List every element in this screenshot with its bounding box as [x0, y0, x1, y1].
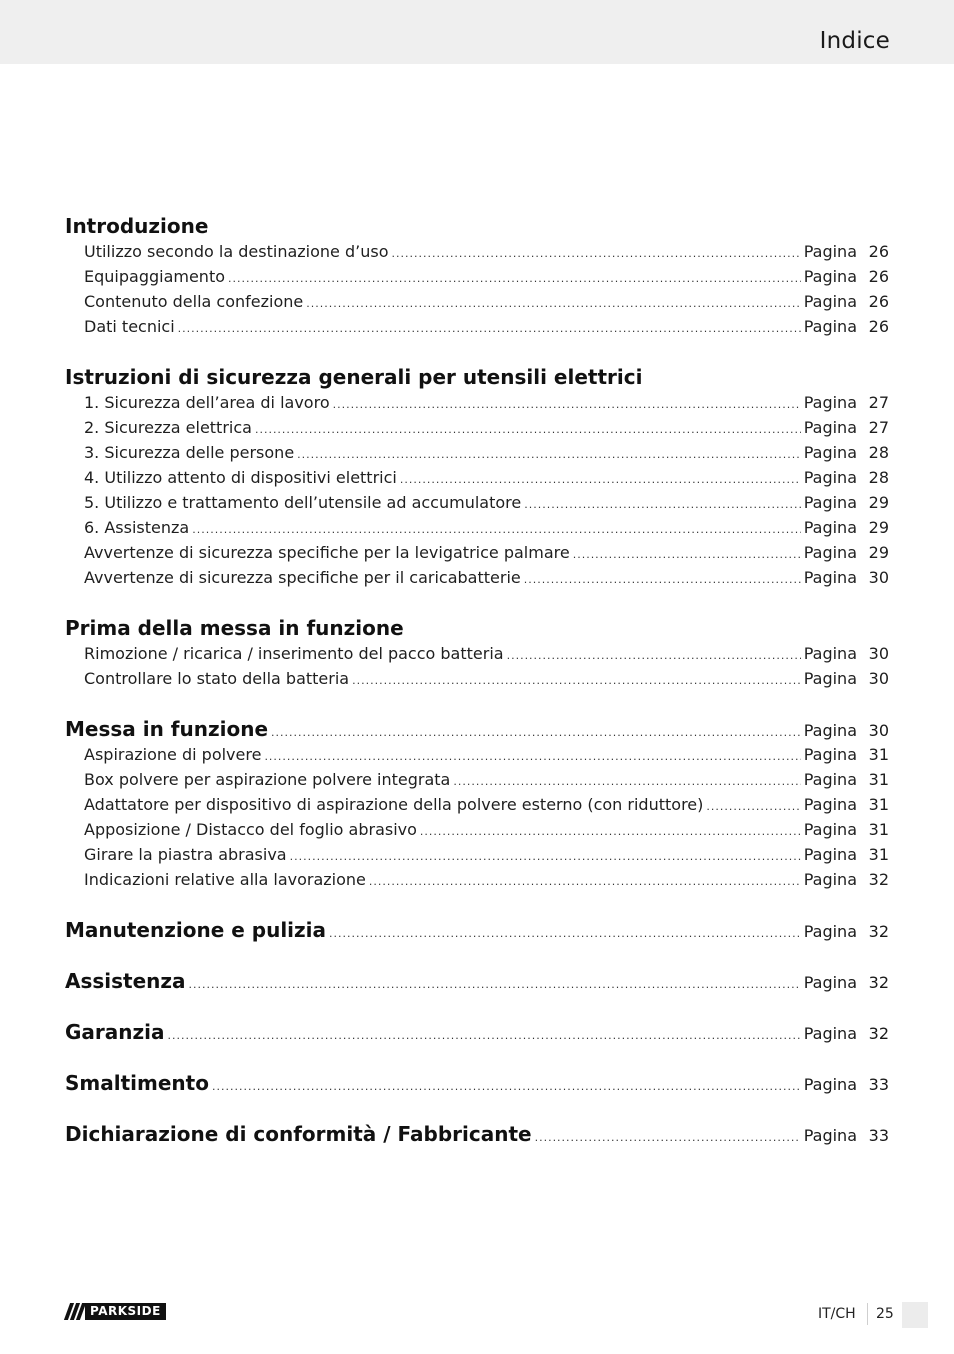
toc-entry-label: Avvertenze di sicurezza specifiche per il caricabatterie — [84, 568, 521, 587]
toc-entry[interactable] — [65, 742, 889, 767]
page-word: Pagina — [803, 418, 857, 437]
dot-leader — [524, 567, 801, 592]
dot-leader — [271, 720, 801, 746]
toc-entry[interactable] — [65, 767, 889, 792]
toc-section — [65, 1121, 889, 1147]
dot-leader — [706, 794, 800, 819]
logo-slashes-icon — [65, 1303, 85, 1320]
toc-entry[interactable] — [65, 867, 889, 892]
toc-section — [65, 615, 889, 691]
toc-entry-label: Apposizione / Distacco del foglio abrasivo — [84, 820, 417, 839]
dot-leader — [192, 517, 801, 542]
toc-heading-label: Garanzia — [65, 1020, 165, 1044]
page-number: 32 — [868, 1024, 889, 1043]
toc-entry-label: 1. Sicurezza dell’area di lavoro — [84, 393, 330, 412]
page-word: Pagina — [803, 795, 857, 814]
page-word: Pagina — [803, 770, 857, 789]
toc-heading[interactable] — [65, 917, 889, 943]
toc-entry-label: Girare la piastra abrasiva — [84, 845, 287, 864]
dot-leader — [212, 1074, 801, 1100]
dot-leader — [329, 921, 801, 947]
toc-entry-label: Utilizzo secondo la destinazione d’uso — [84, 242, 389, 261]
toc-heading[interactable] — [65, 968, 889, 994]
toc-heading-label: Prima della messa in funzione — [65, 616, 404, 640]
toc-section — [65, 1070, 889, 1096]
page-word: Pagina — [803, 973, 857, 992]
footer-divider — [867, 1303, 868, 1325]
dot-leader — [333, 392, 801, 417]
toc-heading[interactable] — [65, 716, 889, 742]
dot-leader — [391, 241, 800, 266]
parkside-logo — [65, 1303, 177, 1320]
page-word: Pagina — [803, 393, 857, 412]
toc-section — [65, 364, 889, 590]
page-word: Pagina — [803, 922, 857, 941]
dot-leader — [535, 1125, 801, 1151]
page-number: 32 — [868, 973, 889, 992]
toc-entry[interactable] — [65, 565, 889, 590]
page-word: Pagina — [803, 267, 857, 286]
toc-section — [65, 968, 889, 994]
toc-heading-label: Manutenzione e pulizia — [65, 918, 327, 942]
page-number: 33 — [868, 1126, 889, 1145]
toc-entry[interactable] — [65, 842, 889, 867]
toc-entry[interactable] — [65, 390, 889, 415]
toc-heading-label: Dichiarazione di conformità / Fabbricante — [65, 1122, 532, 1146]
page-number: 30 — [868, 568, 889, 587]
dot-leader — [306, 291, 800, 316]
page-number: 27 — [868, 418, 889, 437]
toc-entry-label: Equipaggiamento — [84, 267, 226, 286]
page-number: 26 — [868, 267, 889, 286]
toc-entry-label: Adattatore per dispositivo di aspirazione della polvere esterno (con riduttore) — [84, 795, 704, 814]
toc-entry[interactable] — [65, 792, 889, 817]
dot-leader — [189, 972, 801, 998]
page-number: 28 — [868, 468, 889, 487]
page-word: Pagina — [803, 1075, 857, 1094]
header-bar — [0, 0, 954, 64]
toc-entry-label: Indicazioni relative alla lavorazione — [84, 870, 366, 889]
toc-entry[interactable] — [65, 515, 889, 540]
toc-entry[interactable] — [65, 641, 889, 666]
page-number: 32 — [868, 922, 889, 941]
toc-entry[interactable] — [65, 817, 889, 842]
dot-leader — [290, 844, 801, 869]
toc-entry-label: Avvertenze di sicurezza specifiche per la levigatrice palmare — [84, 543, 570, 562]
page-word: Pagina — [803, 292, 857, 311]
toc-heading[interactable] — [65, 615, 889, 641]
toc-section — [65, 213, 889, 339]
toc-heading-label: Istruzioni di sicurezza generali per utensili elettrici — [65, 365, 643, 389]
toc-entry-label: Controllare lo stato della batteria — [84, 669, 350, 688]
toc-entry-label: Box polvere per aspirazione polvere integrata — [84, 770, 451, 789]
toc-entry[interactable] — [65, 540, 889, 565]
toc-heading-label: Assistenza — [65, 969, 186, 993]
toc-entry[interactable] — [65, 239, 889, 264]
toc-entry-label: Contenuto della confezione — [84, 292, 304, 311]
page-word: Pagina — [803, 820, 857, 839]
page-word: Pagina — [803, 745, 857, 764]
page-number: 30 — [868, 644, 889, 663]
page-number: 26 — [868, 292, 889, 311]
page-number: 31 — [868, 745, 889, 764]
dot-leader — [352, 668, 801, 693]
page-word: Pagina — [803, 317, 857, 336]
page-word: Pagina — [803, 568, 857, 587]
page-word: Pagina — [803, 870, 857, 889]
toc-entry-label: Dati tecnici — [84, 317, 175, 336]
toc-entry-label: 3. Sicurezza delle persone — [84, 443, 295, 462]
dot-leader — [453, 769, 800, 794]
toc-heading-label: Smaltimento — [65, 1071, 209, 1095]
page-number: 26 — [868, 317, 889, 336]
footer-tab — [902, 1302, 928, 1328]
dot-leader — [228, 266, 801, 291]
toc-heading-label: Introduzione — [65, 214, 209, 238]
toc-entry-label: 6. Assistenza — [84, 518, 190, 537]
page-word: Pagina — [803, 845, 857, 864]
toc-entry[interactable] — [65, 465, 889, 490]
footer-page-number: 25 — [876, 1306, 894, 1322]
dot-leader — [168, 1023, 801, 1049]
dot-leader — [297, 442, 801, 467]
page-word: Pagina — [803, 543, 857, 562]
toc-entry[interactable] — [65, 264, 889, 289]
page-number: 29 — [868, 518, 889, 537]
toc-entry[interactable] — [65, 415, 889, 440]
toc-section — [65, 1019, 889, 1045]
page-word: Pagina — [803, 468, 857, 487]
dot-leader — [524, 492, 800, 517]
toc-heading[interactable] — [65, 1070, 889, 1096]
page-number: 26 — [868, 242, 889, 261]
page-number: 32 — [868, 870, 889, 889]
dot-leader — [255, 417, 801, 442]
dot-leader — [507, 643, 801, 668]
page-word: Pagina — [803, 1024, 857, 1043]
page-number: 31 — [868, 770, 889, 789]
page-title: Indice — [819, 28, 890, 54]
page-number: 28 — [868, 443, 889, 462]
page-number: 31 — [868, 820, 889, 839]
page-number: 30 — [868, 669, 889, 688]
page-number: 29 — [868, 543, 889, 562]
toc-heading[interactable] — [65, 213, 889, 239]
toc-entry[interactable] — [65, 666, 889, 691]
page-number: 29 — [868, 493, 889, 512]
page-word: Pagina — [803, 669, 857, 688]
toc-section — [65, 917, 889, 943]
toc-heading-label: Messa in funzione — [65, 717, 269, 741]
page-word: Pagina — [803, 443, 857, 462]
toc-entry[interactable] — [65, 314, 889, 339]
dot-leader — [420, 819, 801, 844]
toc-entry-label: 2. Sicurezza elettrica — [84, 418, 252, 437]
dot-leader — [178, 316, 801, 341]
page-number: 30 — [868, 721, 889, 740]
page-number: 31 — [868, 795, 889, 814]
toc-entry[interactable] — [65, 490, 889, 515]
dot-leader — [573, 542, 801, 567]
page-number: 27 — [868, 393, 889, 412]
dot-leader — [369, 869, 801, 894]
toc-entry-label: Aspirazione di polvere — [84, 745, 262, 764]
page-word: Pagina — [803, 1126, 857, 1145]
page-word: Pagina — [803, 644, 857, 663]
dot-leader — [264, 744, 800, 769]
page-word: Pagina — [803, 493, 857, 512]
page-word: Pagina — [803, 518, 857, 537]
page-word: Pagina — [803, 721, 857, 740]
dot-leader — [400, 467, 801, 492]
table-of-contents — [65, 213, 889, 1172]
toc-entry[interactable] — [65, 289, 889, 314]
toc-entry-label: 4. Utilizzo attento di dispositivi elettrici — [84, 468, 397, 487]
toc-heading[interactable] — [65, 1121, 889, 1147]
page-number: 31 — [868, 845, 889, 864]
page-word: Pagina — [803, 242, 857, 261]
logo-text: PARKSIDE — [85, 1303, 166, 1320]
toc-entry[interactable] — [65, 440, 889, 465]
toc-section — [65, 716, 889, 892]
toc-entry-label: 5. Utilizzo e trattamento dell’utensile ad accumulatore — [84, 493, 522, 512]
toc-entry-label: Rimozione / ricarica / inserimento del pacco batteria — [84, 644, 504, 663]
footer-language: IT/CH — [818, 1306, 856, 1322]
page-number: 33 — [868, 1075, 889, 1094]
toc-heading[interactable] — [65, 1019, 889, 1045]
toc-heading[interactable] — [65, 364, 889, 390]
